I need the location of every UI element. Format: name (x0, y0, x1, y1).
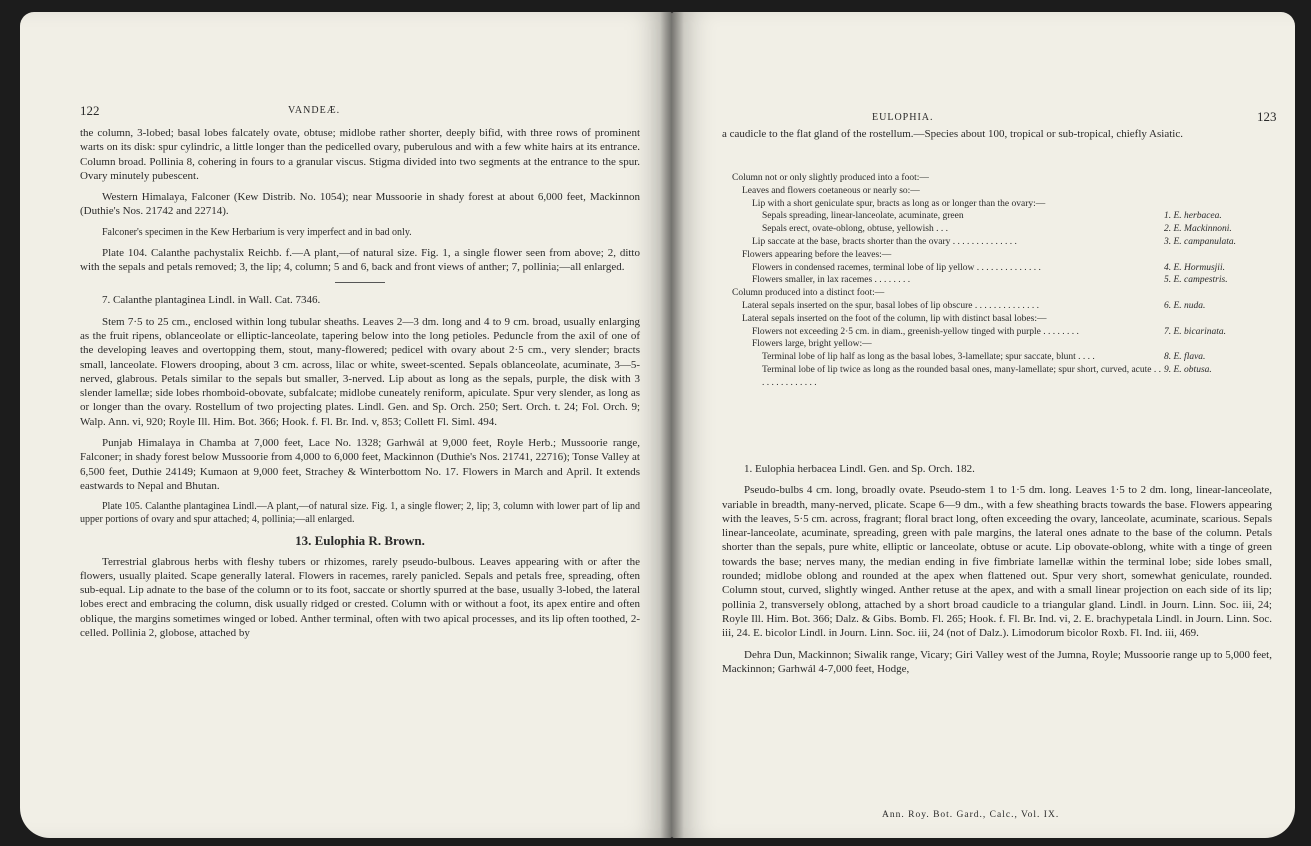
running-head: EULOPHIA. (872, 112, 934, 123)
plate-caption: Plate 104. Calanthe pachystalix Reichb. f.—A plant,—of natural size. Fig. 1, a single flower seen from above; 2, ditto with the sepals and petals removed; 3, the lip; 4, column; 5 and 6, back and front views of anther; 7, pollinia;—all enlarged. (80, 246, 640, 274)
key-row: Flowers in condensed racemes, terminal lobe of lip yellow . . . . . . . . . . . . . . 4. E. Hormusjii. (752, 262, 1225, 273)
page-number: 122 (80, 103, 100, 118)
species-heading: 7. Calanthe plantaginea Lindl. in Wall. Cat. 7346. (102, 294, 321, 307)
paragraph: Stem 7·5 to 25 cm., enclosed within long tubular sheaths. Leaves 2—3 dm. long and 4 to 9 cm. broad, usually enlarging as the fruit ripens, oblanceolate or elliptic-lanceolate, tapering below into the long petioles. Peduncle from the axil of one of the developing leaves and overtopping them, stout, many-flowered; pedicel with ovary about 2·5 cm., very slender; bracts small, lanceolate. Flowers drooping, about 3 cm. across, lilac or white, sweet-scented. Sepals oblanceolate, acuminate, 3—5-nerved, glabrous. Petals similar to the sepals but smaller, 3-nerved. Lip about as long as the sepals, purple, the disk with 3 slender lamellæ; side lobes rhomboid-obovate, subfalcate; midlobe cuneately reniform, apiculate. Spur very slender, as long as or longer than the ovary. Rostellum of two projecting plates. Lindl. Gen. and Sp. Orch. 250; Sert. Orch. t. 24; Fol. Orch. 9; Walp. Ann. vi, 920; Royle Ill. Him. Bot. 366; Hook. f. Fl. Br. Ind. v, 853; Collett Fl. Siml. 494. (80, 315, 640, 428)
key-row: Terminal lobe of lip half as long as the basal lobes, 3-lamellate; spur saccate, blunt . . . . 8. E. flava. (762, 352, 1206, 363)
paragraph: Punjab Himalaya in Chamba at 7,000 feet, Lace No. 1328; Garhwál at 9,000 feet, Royle Herb.; Mussoorie range, Falconer; in shady forest below Mussoorie from 4,000 to 6,000 feet, Mackinnon (Duthie's Nos. 21741, 22716); Tonse Valley at 6,500 feet, Duthie 24149; Kumaon at 9,000 feet, Strachey & Winterbottom No. 17. Flowers in March and April. It extends eastwards to Nepal and Bhutan. (80, 437, 640, 492)
genus-heading: 13. Eulophia R. Brown. (295, 533, 425, 549)
key-row: Lip saccate at the base, bracts shorter than the ovary . . . . . . . . . . . . . . 3. E. campanulata. (752, 236, 1237, 247)
paragraph: Falconer's specimen in the Kew Herbarium is very imperfect and in bad only. (102, 226, 412, 238)
key-row: Sepals erect, ovate-oblong, obtuse, yellowish . . . 2. E. Mackinnoni. (762, 224, 1232, 235)
key-row: Flowers smaller, in lax racemes . . . . . . . . 5. E. campestris. (752, 275, 1228, 286)
left-page (20, 12, 672, 838)
open-book (20, 12, 1295, 842)
key-row: Flowers appearing before the leaves:— (742, 249, 892, 260)
page-footer: Ann. Roy. Bot. Gard., Calc., Vol. IX. (882, 810, 1060, 820)
species-key (732, 172, 1252, 390)
plate-caption: Plate 105. Calanthe plantaginea Lindl.—A plant,—of natural size. Fig. 1, a single flower; 2, lip; 3, column with lower part of lip and upper portions of ovary and spur attached; 4, pollinia;—all enlarged. (80, 501, 640, 526)
book-gutter (660, 12, 684, 838)
key-row: Column produced into a distinct foot:— (732, 288, 885, 299)
paragraph: a caudicle to the flat gland of the rostellum.—Species about 100, tropical or sub-tropical, chiefly Asiatic. (722, 128, 1183, 140)
paragraph: the column, 3-lobed; basal lobes falcately ovate, obtuse; midlobe rather shorter, deeply bifid, with three rows of prominent warts on its disk: spur cylindric, a little longer than the pedicelled ovary, puberulous and with a few white hairs at its entrance. Column broad. Pollinia 8, cohering in fours to a granular viscus. Stigma divided into two segments at the entrance to the spur. Ovary minutely pubescent. (80, 127, 640, 182)
key-row: Lip with a short geniculate spur, bracts as long as or longer than the ovary:— (752, 198, 1046, 209)
key-row: Flowers not exceeding 2·5 cm. in diam., greenish-yellow tinged with purple . . . . . . . . 7. E. bicarinata. (752, 326, 1227, 337)
right-page (672, 12, 1295, 838)
right-text-column (722, 462, 1272, 683)
paragraph: Pseudo-bulbs 4 cm. long, broadly ovate. Pseudo-stem 1 to 1·5 dm. long. Leaves 1·5 to 2 dm. long, linear-lanceolate, variable in breadth, many-nerved, plicate. Scape 6—9 dm., with a few sheathing bracts towards the base. Flowers appearing with the leaves, 5·5 cm. across, fragrant; floral bract long, often exceeding the ovary, lanceolate, acuminate, scarious. Sepals linear-lanceolate, acuminate, spreading, green with pale margins, the lateral ones adnate to the base of the column. Petals shorter than the sepals, pure white, elliptic or lanceolate, obtuse or acute. Lip obovate-oblong, white with a tinge of green towards the base; nerves many, the median ending in five fimbriate lamellæ within the terminal lobe; side lobes small, rounded; midlobe oblong and rounded at the apex when flattened out. Spur very short, somewhat geniculate, rounded. Column stout, curved, slightly winged. Anther retuse at the apex, and with a small linear projection on each side of its lip; pollinia 2, transversely oblong, attached by a short broad caudicle to a triangular gland. Lindl. in Journ. Linn. Soc. iii, 24; Royle Ill. Him. Bot. 366; Dalz. & Gibs. Bomb. Fl. 265; Hook. f. Fl. Br. Ind. vi, 2. E. brachypetala Lindl. in Journ. Linn. Soc. iii, 24. E. bicolor Lindl. in Journ. Linn. Soc. iii, 24 (not of Dalz.). Limodorum bicolor Roxb. Fl. Ind. iii, 469. (722, 484, 1272, 640)
key-row: Sepals spreading, linear-lanceolate, acuminate, green 1. E. herbacea. (762, 211, 1222, 222)
species-heading: 1. Eulophia herbacea Lindl. Gen. and Sp. Orch. 182. (744, 463, 975, 475)
key-row: Terminal lobe of lip twice as long as the rounded basal ones, many-lamellate; spur short, curved, acute . . . . . . . . . . . . . . 9. E. obtusa. (762, 364, 1212, 388)
left-text-column (80, 126, 640, 647)
key-row: Lateral sepals inserted on the spur, basal lobes of lip obscure . . . . . . . . . . . . . . 6. E. nuda. (742, 300, 1206, 311)
key-row: Flowers large, bright yellow:— (752, 339, 872, 350)
running-head: VANDEÆ. (288, 105, 341, 116)
paragraph: Western Himalaya, Falconer (Kew Distrib. No. 1054); near Mussoorie in shady forest at about 6,000 feet, Mackinnon (Duthie's Nos. 21742 and 22714). (80, 191, 640, 218)
paragraph: Terrestrial glabrous herbs with fleshy tubers or rhizomes, rarely pseudo-bulbous. Leaves appearing with or after the flowers, usually plaited. Scape generally lateral. Flowers in racemes, rarely panicled. Sepals and petals free, spreading, often sub-equal. Lip adnate to the base of the column or to its foot, saccate or shortly spurred at the base, usually 3-lobed, the lateral lobes erect and embracing the column, disk usually ridged or crested. Column with or without a foot, its apex entire and often oblique, the margins sometimes winged or lobed. Anther terminal, often with two apical processes, and its lip often toothed, 2-celled. Pollinia 2, globose, attached by (80, 555, 640, 640)
key-row: Column not or only slightly produced into a foot:— (732, 173, 929, 183)
page-number: 123 (1257, 109, 1277, 124)
key-row: Lateral sepals inserted on the foot of the column, lip with distinct basal lobes:— (742, 313, 1047, 324)
intro-text (722, 127, 1272, 148)
divider (335, 282, 385, 283)
paragraph: Dehra Dun, Mackinnon; Siwalik range, Vicary; Giri Valley west of the Jumna, Royle; Mussoorie range up to 5,000 feet, Mackinnon; Garhwál 4-7,000 feet, Hodge, (722, 648, 1272, 675)
key-row: Leaves and flowers coetaneous or nearly so:— (742, 185, 920, 196)
